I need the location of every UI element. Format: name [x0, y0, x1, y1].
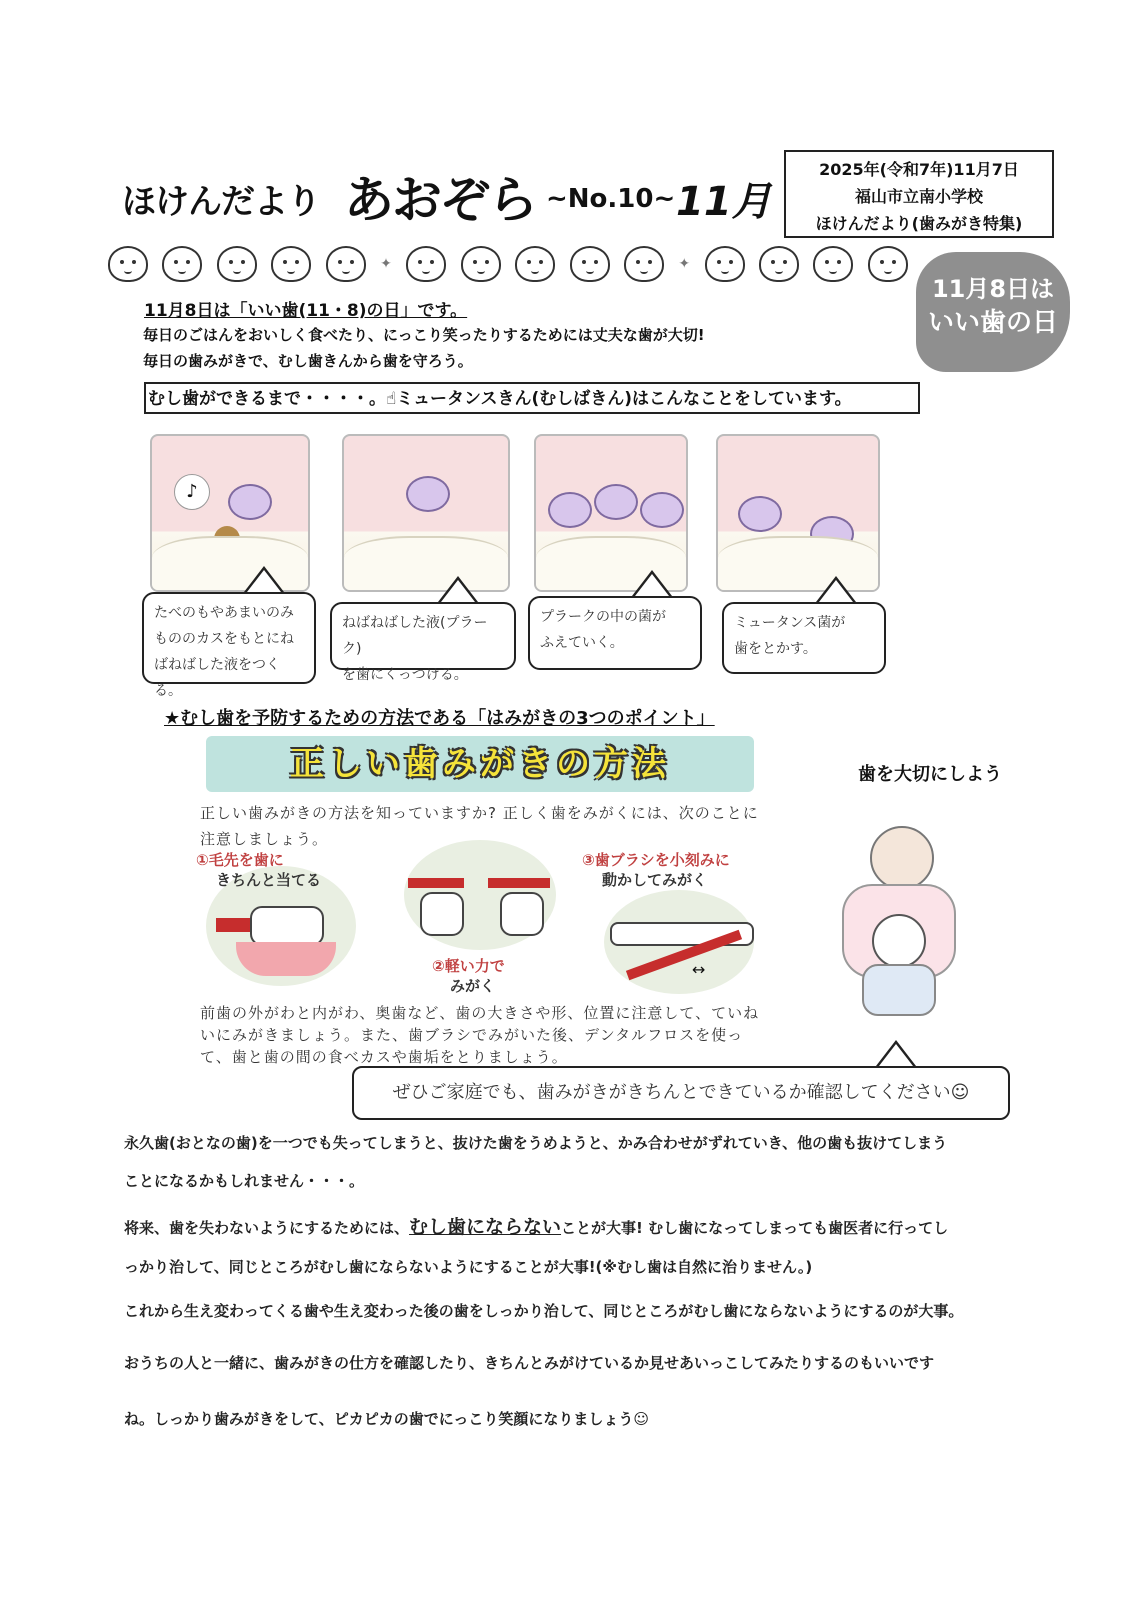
paragraph-2a-emphasis: むし歯にならない [409, 1216, 562, 1238]
motion-arrow-icon: ↔ [692, 960, 706, 979]
school-name: 福山市立南小学校 [854, 187, 983, 206]
gum-icon [236, 942, 336, 976]
paragraph-2a [124, 1216, 1004, 1239]
cavity-panel-4 [716, 434, 880, 592]
paragraph-3: これから生え変わってくる歯や生え変わった後の歯をしっかり治して、同じところがむし歯にならないようにするのが大事。 [124, 1302, 964, 1320]
issue-subtitle: ほけんだより(歯みがき特集) [815, 214, 1023, 233]
step3-head: 歯ブラシを小刻みに [594, 851, 730, 869]
intro-line-1: 毎日のごはんをおいしく食べたり、にっこり笑ったりするためには丈夫な歯が大切! [143, 326, 705, 344]
paragraph-1b: ことになるかもしれません・・・。 [124, 1172, 365, 1190]
mutans-germ-icon [406, 476, 450, 512]
tooth-face-icon [162, 246, 202, 282]
step2-label [432, 956, 505, 996]
mutans-germ-icon [548, 492, 592, 528]
step1-number: ① [196, 851, 209, 869]
bubble-tail [816, 576, 856, 602]
tooth-face-icon [461, 246, 501, 282]
bubble-tail [244, 566, 284, 592]
issue-info-box [784, 150, 1054, 238]
step2-rest: みがく [450, 977, 496, 995]
caption-bubble-3: プラークの中の菌が ふえていく。 [528, 596, 702, 670]
caption-bubble-1: たべのもやあまいのみ もののカスをもとにね ばねばした液をつくる。 [142, 592, 316, 684]
brushing-body-text: 前歯の外がわと内がわ、奥歯など、歯の大きさや形、位置に注意して、ていねいにみがきましょう。また、歯ブラシでみがいた後、デンタルフロスを使って、歯と歯の間の食べカスや歯垢をとりましょう。 [200, 1004, 760, 1066]
toothbrush-icon [408, 878, 464, 888]
cavity-panel-2 [342, 434, 510, 592]
tooth-face-icon [868, 246, 908, 282]
tooth-face-icon [420, 892, 464, 936]
mutans-germ-icon [640, 492, 684, 528]
cherish-teeth-heading: 歯を大切にしよう [858, 764, 1002, 785]
tooth-face-icon [759, 246, 799, 282]
badge-line2: いい歯の日 [927, 308, 1058, 338]
step1-label [196, 850, 321, 890]
tooth-face-icon [813, 246, 853, 282]
cavity-panel-1 [150, 434, 310, 592]
paragraph-4b: ね。しっかり歯みがきをして、ピカピカの歯でにっこり笑顔になりましょう☺ [124, 1410, 650, 1428]
step3-illustration [604, 890, 754, 994]
good-teeth-day-heading: 11月8日は「いい歯(11・8)の日」です。 [144, 301, 468, 321]
toothbrush-icon [216, 918, 252, 932]
badge-line1: 11月8日は [931, 275, 1055, 303]
tooth-face-icon [406, 246, 446, 282]
step2-number: ② [432, 957, 445, 975]
sparkle-icon: ✦ [678, 256, 691, 272]
mutans-germ-icon [228, 484, 272, 520]
paragraph-1a: 永久歯(おとなの歯)を一つでも失ってしまうと、抜けた歯をうめようと、かみ合わせがずれていき、他の歯も抜けてしまう [124, 1134, 948, 1152]
step2-head: 軽い力で [444, 957, 505, 975]
tooth-surface [152, 536, 308, 590]
tooth-face-icon [500, 892, 544, 936]
tooth-decoration-row [108, 242, 908, 286]
mutans-germ-icon [738, 496, 782, 532]
tooth-face-icon [108, 246, 148, 282]
bubble-tail [876, 1040, 916, 1066]
step3-rest: 動かしてみがく [602, 871, 708, 889]
paragraph-2a-post: ことが大事! むし歯になってしまっても歯医者に行ってし [561, 1219, 949, 1237]
good-teeth-day-badge [916, 252, 1070, 372]
issue-month: 11月 [676, 179, 772, 225]
step1-head: 毛先を歯に [208, 851, 284, 869]
child-body [862, 964, 936, 1016]
paragraph-2a-pre: 将来、歯を失わないようにするためには、 [124, 1219, 410, 1237]
step3-label [582, 850, 730, 890]
parent-face [870, 826, 934, 890]
tooth-face-icon [217, 246, 257, 282]
mutans-germ-icon [594, 484, 638, 520]
brushing-intro-text: 正しい歯みがきの方法を知っていますか? 正しく歯をみがくには、次のことに注意しましょう。 [200, 804, 759, 848]
issue-number: ~No.10~ [546, 184, 676, 214]
tooth-surface [344, 536, 508, 590]
step1-rest: きちんと当てる [216, 871, 322, 889]
tooth-icon [250, 906, 324, 946]
tooth-face-icon [271, 246, 311, 282]
music-note-icon: ♪ [174, 474, 210, 510]
home-check-bubble: ぜひご家庭でも、歯みがきがきちんとできているか確認してください☺ [352, 1066, 1010, 1120]
bubble-tail [438, 576, 478, 602]
tooth-face-icon [570, 246, 610, 282]
step2-illustration [404, 840, 556, 950]
caption-bubble-4: ミュータンス菌が 歯をとかす。 [722, 602, 886, 674]
caption-bubble-2: ねばねばした液(プラーク) を歯にくっつける。 [330, 602, 516, 670]
tooth-face-icon [705, 246, 745, 282]
intro-line-2: 毎日の歯みがきで、むし歯きんから歯を守ろう。 [143, 352, 473, 370]
parent-child-brushing-illustration [822, 820, 962, 1020]
tooth-face-icon [624, 246, 664, 282]
brushing-method-banner: 正しい歯みがきの方法 [206, 736, 754, 792]
newsletter-title: あおぞら [344, 171, 536, 229]
issue-date: 2025年(令和7年)11月7日 [819, 160, 1019, 179]
toothbrush-icon [488, 878, 550, 888]
brushing-points-heading: ★むし歯を予防するための方法である「はみがきの3つのポイント」 [164, 708, 715, 729]
cavity-process-heading: むし歯ができるまで・・・・。☝ミュータンスきん(むしばきん)はこんなことをしています。 [144, 382, 920, 414]
child-face [872, 914, 926, 968]
paragraph-4a: おうちの人と一緒に、歯みがきの仕方を確認したり、きちんとみがけているか見せあいっこしてみたりするのもいいです [124, 1354, 935, 1372]
bubble-tail [632, 570, 672, 596]
step3-number: ③ [582, 851, 595, 869]
sparkle-icon: ✦ [380, 256, 392, 272]
newsletter-label: ほけんだより [122, 182, 320, 222]
tooth-face-icon [515, 246, 555, 282]
cavity-panel-3 [534, 434, 688, 592]
tooth-face-icon [326, 246, 366, 282]
paragraph-2b: っかり治して、同じところがむし歯にならないようにすることが大事!(※むし歯は自然に治りません。) [124, 1258, 813, 1276]
